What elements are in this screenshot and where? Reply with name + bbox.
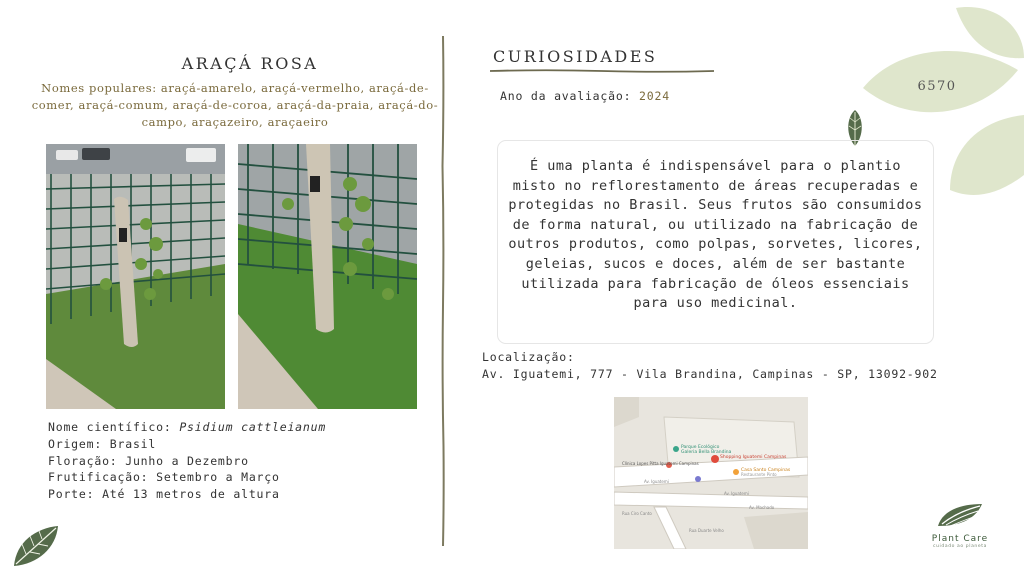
svg-text:Rua Duarte Velho: Rua Duarte Velho (689, 528, 724, 533)
location-address: Av. Iguatemi, 777 - Vila Brandina, Campinas - SP, 13092-902 (482, 366, 938, 381)
svg-text:Shopping Iguatemi Campinas: Shopping Iguatemi Campinas (720, 455, 787, 460)
svg-text:Restaurante Pinto: Restaurante Pinto (741, 472, 777, 477)
title-underline (490, 68, 714, 74)
logo-tagline: cuidado ao planeta (933, 544, 987, 549)
plant-info (48, 419, 326, 503)
svg-text:Av. Machado: Av. Machado (749, 505, 775, 510)
plant-title: ARAÇÁ ROSA (181, 54, 319, 73)
evaluation-year-value: 2024 (639, 89, 670, 103)
leaf-icon-bottom (10, 522, 62, 570)
logo-brand: Plant Care (931, 534, 989, 544)
vertical-divider (441, 36, 445, 546)
origin-row: Origem: Brasil (48, 436, 157, 451)
logo-icon (932, 500, 988, 530)
svg-text:Galeria Bella Brandina: Galeria Bella Brandina (681, 450, 732, 455)
description-box: É uma planta é indispensável para o plantio misto no reflorestamento de áreas recuperadas e protegidas no Brasil. Seus frutos são consumidos de forma natural, ou utilizado na fabricação de outros produtos, como polpas, sorvetes, licores, geleias, sucos e doces, além de ser bastante utilizada para fabricação de óleos essenciais para uso medicinal. (497, 140, 934, 344)
plant-id-code: 6570 (917, 79, 957, 94)
flowering-row: Floração: Junho a Dezembro (48, 453, 249, 468)
plant-photo-2 (238, 144, 417, 409)
svg-text:Rua Ciro Canto: Rua Ciro Canto (622, 511, 652, 516)
svg-text:Av. Iguatemi: Av. Iguatemi (724, 491, 749, 496)
size-row: Porte: Até 13 metros de altura (48, 487, 280, 502)
svg-text:Parque Ecológico: Parque Ecológico (681, 445, 720, 450)
location-map[interactable] (614, 397, 808, 549)
scientific-name-row: Nome científico: Psidium cattleianum (48, 420, 327, 434)
svg-text:Clínica Lopes Pitta Iguatemi C: Clínica Lopes Pitta Iguatemi Campinas (622, 461, 699, 466)
svg-text:Casa Santo Campinas: Casa Santo Campinas (741, 468, 791, 473)
plant-photo-1 (46, 144, 225, 409)
plant-care-logo (920, 500, 1000, 556)
scientific-name: Psidium cattleianum (179, 420, 327, 434)
fruiting-row: Frutificação: Setembro a Março (48, 470, 280, 485)
location-label: Localização: (482, 350, 575, 364)
popular-names: Nomes populares: araçá-amarelo, araçá-vermelho, araçá-de-comer, araçá-comum, araçá-de-coroa, araçá-da-praia, araçá-do-campo, araçazeiro, araçaeiro (31, 81, 439, 129)
curiosities-title: CURIOSIDADES (493, 47, 658, 66)
svg-text:Av. Iguatemi: Av. Iguatemi (644, 479, 669, 484)
evaluation-year: Ano da avaliação: 2024 (500, 89, 670, 103)
location (482, 349, 938, 382)
